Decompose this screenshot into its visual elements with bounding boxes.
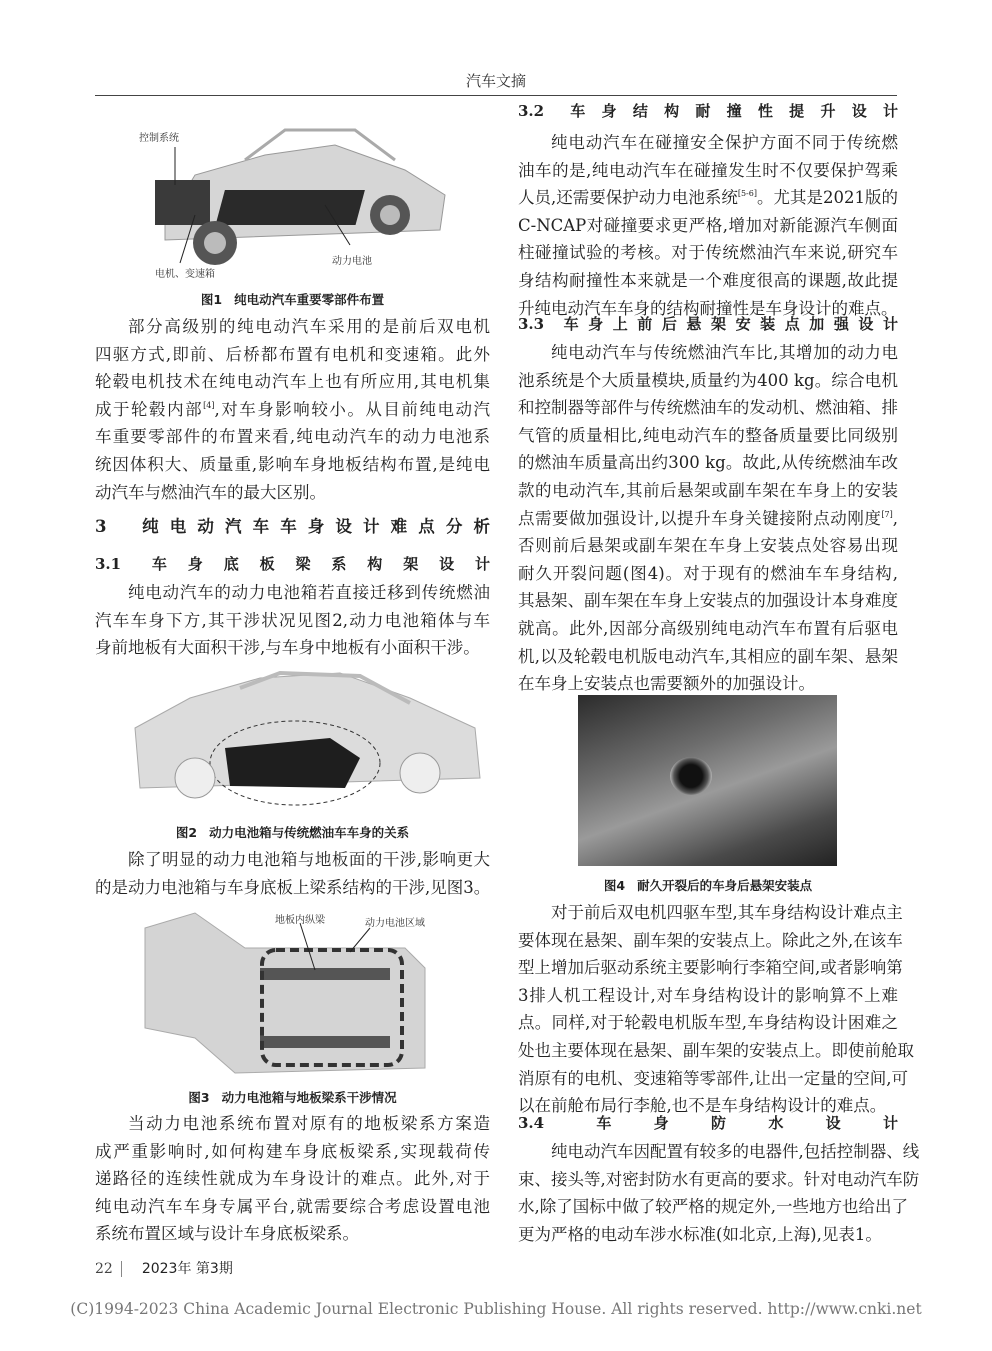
text-line: 水,除了国标中做了较严格的规定外,一些地方也给出了	[518, 1197, 908, 1217]
text-segment: ,对车身影响较小。从目前纯电动汽	[214, 399, 491, 419]
text-line: 纯电动汽车在碰撞安全保护方面不同于传统燃	[551, 133, 898, 152]
figure-3-caption	[95, 1088, 490, 1106]
text-line: 纯电动汽车因配置有较多的电器件,包括控制器、线	[551, 1142, 920, 1161]
figure-1	[135, 115, 455, 285]
label-power-battery: 动力电池	[332, 256, 372, 267]
text-line: 部分高级别的纯电动汽车采用的是前后双电机	[128, 317, 490, 336]
section-heading-3-4	[518, 1110, 898, 1138]
page-footer	[95, 1258, 233, 1278]
figure-number: 图3	[188, 1090, 210, 1105]
figure-number: 图1	[200, 292, 223, 307]
section-number: 3.1	[95, 555, 122, 573]
paragraph	[95, 313, 490, 506]
text-line: C-NCAP对碰撞要求更严格,增加对新能源汽车侧面	[518, 215, 898, 235]
text-line: 的是动力电池箱与车身底板上梁系结构的干涉,见图3。	[95, 877, 491, 897]
text-line: 款的电动汽车,其前后悬架或副车架在车身上的安装	[518, 480, 898, 500]
left-column	[95, 0, 490, 1300]
text-segment: 成于轮毂内部	[95, 399, 204, 419]
label-motor-gearbox: 电机、变速箱	[155, 269, 215, 280]
text-line: 除了明显的动力电池箱与地板面的干涉,影响更大	[128, 850, 490, 869]
text-line: 池系统是个大质量模块,质量约为400 kg。综合电机	[518, 370, 898, 390]
paragraph	[518, 899, 914, 1120]
text-line: 轮毂电机技术在纯电动汽车上也有所应用,其电机集	[95, 372, 490, 392]
figure-4-caption	[518, 876, 898, 894]
text-line	[518, 505, 898, 533]
text-segment: 人员,还需要保护动力电池系统	[518, 188, 738, 208]
text-line: 型上增加后驱动系统主要影响行李箱空间,或者影响第	[518, 958, 903, 978]
section-title: 车身防水设计	[554, 1114, 898, 1132]
text-line: 处也主要体现在悬架、副车架的安装点上。即使前舱取	[518, 1040, 914, 1060]
text-line: 柱碰撞试验的考核。对于传统燃油汽车来说,研究车	[518, 243, 898, 263]
text-line: 在车身上安装点也需要额外的加强设计。	[518, 674, 815, 694]
figure-3	[135, 908, 430, 1076]
floor-beam-illustration	[135, 908, 430, 1076]
paragraph	[95, 846, 490, 901]
car-body-battery-illustration	[130, 668, 485, 810]
section-number: 3.3	[518, 315, 545, 333]
text-line	[95, 396, 490, 424]
text-line: 机,以及轮毂电机版电动汽车,其相应的副车架、悬架	[518, 646, 898, 666]
citation-superscript: [4]	[203, 400, 215, 410]
text-line: 束、接头等,对密封防水有更高的要求。针对电动汽车防	[518, 1169, 920, 1189]
text-line: 消原有的电机、变速箱等零部件,让出一定量的空间,可	[518, 1068, 908, 1088]
issue-label: 2023年 第3期	[141, 1261, 233, 1277]
caption-text: 动力电池箱与地板梁系干涉情况	[221, 1090, 397, 1105]
figure-1-caption	[95, 290, 490, 308]
text-line: 以在前舱布局行李舱,也不是车身结构设计的难点。	[518, 1096, 887, 1116]
section-number: 3.2	[518, 102, 545, 120]
text-line: 动汽车与燃油汽车的最大区别。	[95, 482, 326, 502]
text-line: 对于前后双电机四驱车型,其车身结构设计难点主	[551, 903, 903, 922]
citation-superscript: [5-6]	[737, 189, 757, 199]
section-title: 车身底板梁系构架设计	[131, 555, 490, 573]
text-line	[518, 184, 898, 212]
paragraph	[95, 1110, 490, 1248]
text-line: 升纯电动汽车车身的结构耐撞性是车身设计的难点。	[518, 298, 898, 318]
section-number: 3	[95, 517, 107, 536]
text-line: 否则前后悬架或副车架在车身上安装点处容易出现	[518, 536, 898, 556]
text-line: 纯电动汽车的动力电池箱若直接迁移到传统燃油	[128, 583, 490, 602]
section-title: 车身上前后悬架安装点加强设计	[554, 315, 898, 333]
text-line: 要体现在悬架、副车架的安装点上。除此之外,在该车	[518, 930, 903, 950]
section-heading-3-3	[518, 311, 898, 339]
paragraph	[518, 1138, 920, 1248]
text-line: 统因体积大、质量重,影响车身地板结构布置,是纯电	[95, 454, 490, 474]
section-heading-3-1	[95, 551, 490, 579]
section-heading-3-2	[518, 98, 898, 126]
right-column	[518, 0, 920, 1300]
text-line: 当动力电池系统布置对原有的地板梁系方案造	[128, 1114, 490, 1133]
text-line: 汽车车身下方,其干涉状况见图2,动力电池箱体与车	[95, 610, 490, 630]
label-battery-area: 动力电池区域	[365, 918, 425, 929]
section-number: 3.4	[518, 1114, 545, 1132]
paragraph	[518, 339, 898, 698]
section-title: 车身结构耐撞性提升设计	[554, 102, 898, 120]
figure-4-photo	[578, 695, 837, 866]
copyright-notice: (C)1994-2023 China Academic Journal Electronic Publishing House. All rights reserved. http://www.cnki.net	[70, 1300, 922, 1318]
page-number: 22	[95, 1261, 122, 1277]
text-line: 纯电动汽车车身专属平台,就需要综合考虑设置电池	[95, 1196, 490, 1216]
section-title: 纯电动汽车车身设计难点分析	[131, 517, 490, 536]
text-line: 系统布置区域与设计车身底板梁系。	[95, 1224, 359, 1244]
paragraph	[518, 129, 898, 322]
text-line: 和控制器等部件与传统燃油车的发动机、燃油箱、排	[518, 398, 898, 418]
text-line: 其悬架、副车架在车身上安装点的加强设计本身难度	[518, 591, 898, 611]
figure-number: 图4	[603, 878, 626, 893]
text-line: 气管的质量相比,纯电动汽车的整备质量要比同级别	[518, 425, 898, 445]
text-line: 耐久开裂问题(图4)。对于现有的燃油车车身结构,	[518, 563, 898, 583]
text-line: 递路径的连续性就成为车身设计的难点。此外,对于	[95, 1169, 490, 1189]
running-header: 汽车文摘	[465, 72, 526, 90]
text-line: 的燃油车质量高出约300 kg。故此,从传统燃油车改	[518, 453, 898, 473]
text-segment: 点需要做加强设计,以提升车身关键接附点动刚度	[518, 508, 882, 528]
text-line: 更为严格的电动车涉水标准(如北京,上海),见表1。	[518, 1224, 882, 1244]
text-segment: ,	[892, 508, 898, 528]
caption-text: 耐久开裂后的车身后悬架安装点	[637, 878, 813, 893]
car-components-illustration	[135, 115, 455, 285]
text-line: 身结构耐撞性本来就是一个难度很高的课题,故此提	[518, 270, 898, 290]
caption-text: 动力电池箱与传统燃油车车身的关系	[209, 825, 410, 840]
text-line: 3排人机工程设计,对车身结构设计的影响算不上难	[518, 985, 898, 1005]
citation-superscript: [7]	[881, 509, 893, 519]
text-line: 身前地板有大面积干涉,与车身中地板有小面积干涉。	[95, 638, 480, 658]
figure-number: 图2	[175, 825, 198, 840]
text-line: 点。同样,对于轮毂电机版车型,车身结构设计困难之	[518, 1013, 898, 1033]
label-floor-beam: 地板内纵梁	[275, 915, 325, 926]
text-segment: 。尤其是2021版的	[756, 188, 899, 208]
text-line: 车重要零部件的布置来看,纯电动汽车的动力电池系	[95, 427, 490, 447]
text-line: 就高。此外,因部分高级别纯电动汽车布置有后驱电	[518, 618, 898, 638]
text-line: 成严重影响时,如何构建车身底板梁系,实现载荷传	[95, 1141, 490, 1161]
cracked-mount-hole	[670, 757, 712, 795]
paragraph	[95, 579, 490, 662]
text-line: 纯电动汽车与传统燃油汽车比,其增加的动力电	[551, 343, 898, 362]
section-heading-3	[95, 513, 490, 541]
text-line: 四驱方式,即前、后桥都布置有电机和变速箱。此外	[95, 344, 490, 364]
figure-2-caption	[95, 823, 490, 841]
figure-2	[130, 668, 485, 810]
label-control-system: 控制系统	[139, 133, 179, 144]
text-line: 油车的是,纯电动汽车在碰撞发生时不仅要保护驾乘	[518, 160, 898, 180]
caption-text: 纯电动汽车重要零部件布置	[234, 292, 385, 307]
